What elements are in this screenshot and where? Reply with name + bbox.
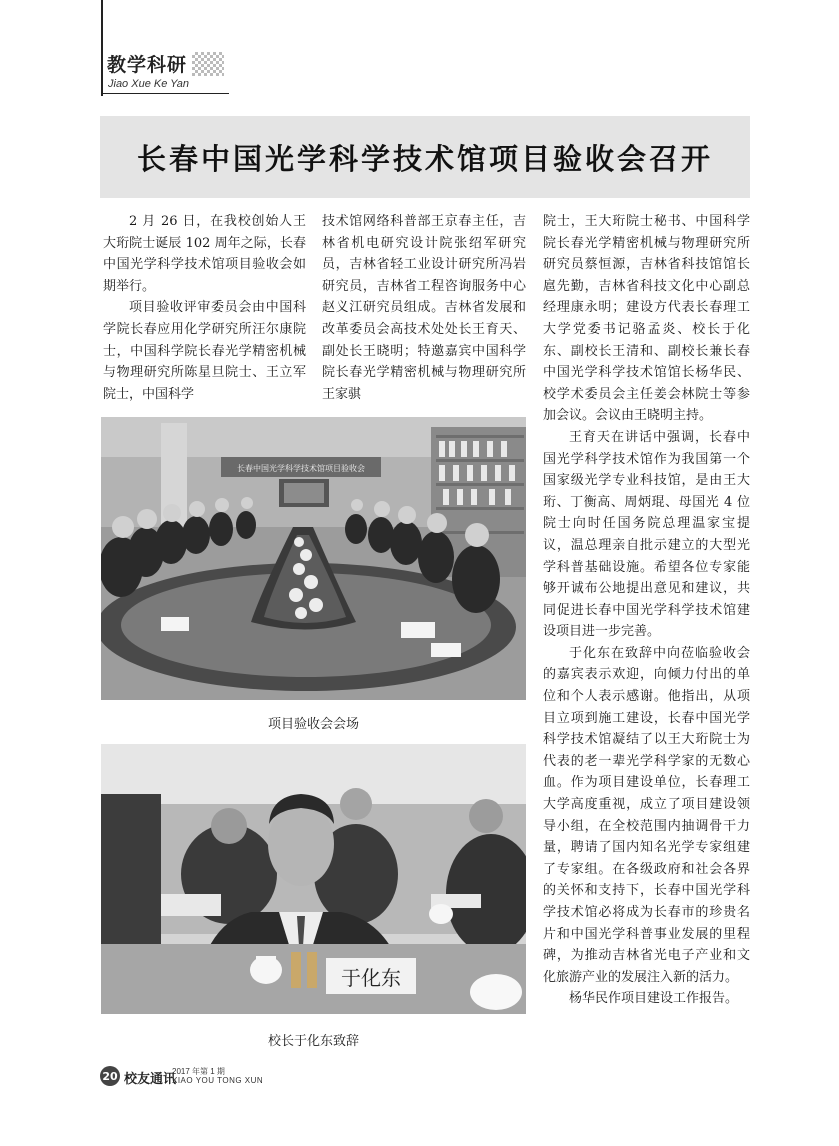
checker-pattern-icon [192, 52, 224, 76]
text-column-2 [322, 211, 526, 405]
text-column-3 [543, 211, 750, 1010]
publication-name: 校友通讯 [124, 1072, 177, 1087]
paragraph: 王育天在讲话中强调，长春中国光学科学技术馆作为我国第一个国家级光学专业科技馆，是由王大珩、丁衡高、周炳琨、母国光 4 位院士向时任国务院总理温家宝提议，温总理亲自批示建立的大型光学科普基础设施。希望各位专家能够开诚布公地提出意见和建议，共同促进长春中国光学科学技术馆建设项目进一步完善。 [543, 429, 750, 640]
meeting-banner-text: 长春中国光学科学技术馆项目验收会 [237, 464, 365, 473]
speech-photo-image [101, 744, 526, 1014]
text-column-1 [103, 211, 306, 405]
meeting-photo [101, 417, 526, 700]
paragraph: 项目验收评审委员会由中国科学院长春应用化学研究所汪尔康院士，中国科学院长春光学精密机械与物理研究所陈星旦院士、王立军院士，中国科学 [103, 300, 306, 402]
section-subtitle: Jiao Xue Ke Yan [108, 78, 189, 90]
paragraph: 院士，王大珩院士秘书、中国科学院长春光学精密机械与物理研究所研究员蔡恒源，吉林省科技馆馆长扈先勤，吉林省科技文化中心副总经理康永明；建设方代表长春理工大学党委书记骆孟炎、校长于化东、副校长王清和、副校长兼长春中国光学科学技术馆馆长杨华民、校学术委员会主任姜会林院士等参加会议。会议由王晓明主持。 [543, 214, 750, 424]
paragraph: 2 月 26 日，在我校创始人王大珩院士诞辰 102 周年之际，长春中国光学科学技术馆项目验收会如期举行。 [103, 214, 306, 294]
meeting-photo-caption: 项目验收会会场 [267, 717, 359, 732]
article-title: 长春中国光学科学技术馆项目验收会召开 [136, 141, 713, 176]
page-number-badge: 20 [100, 1066, 120, 1086]
speech-photo [101, 744, 526, 1014]
meeting-photo-image [101, 417, 526, 700]
header-horizontal-rule [101, 93, 229, 94]
issue-label: 2017 年第 1 期 [172, 1067, 225, 1076]
paragraph: 杨华民作项目建设工作报告。 [569, 991, 739, 1007]
publication-pinyin: XIAO YOU TONG XUN [172, 1076, 264, 1085]
paragraph: 技术馆网络科普部王京春主任，吉林省机电研究设计院张绍军研究员，吉林省轻工业设计研究所冯岩研究员，吉林省工程咨询服务中心赵义江研究员组成。吉林省发展和改革委员会高技术处处长王育天、副处长王晓明；特邀嘉宾中国科学院长春光学精密机械与物理研究所王家骐 [322, 214, 526, 402]
header-vertical-rule [101, 0, 103, 96]
speech-photo-caption: 校长于化东致辞 [267, 1034, 359, 1049]
paragraph: 于化东在致辞中向莅临验收会的嘉宾表示欢迎，向倾力付出的单位和个人表示感谢。他指出，从项目立项到施工建设，长春中国光学科学技术馆凝结了以王大珩院士为代表的老一辈光学科学家的无数心血。作为项目建设单位，长春理工大学高度重视，成立了项目建设领导小组，在全校范围内抽调骨干力量，聘请了国内知名光学专家组建了专家组。在各级政府和社会各界的关怀和支持下，长春中国光学科学技术馆必将成为长春市的珍贵名片和中国光学科普事业发展的里程碑，为推动吉林省光电子产业和文化旅游产业的发展注入新的活力。 [543, 645, 750, 985]
section-title: 教学科研 [107, 54, 188, 76]
article-title-box [100, 116, 750, 198]
nameplate-text: 于化东 [341, 966, 401, 990]
